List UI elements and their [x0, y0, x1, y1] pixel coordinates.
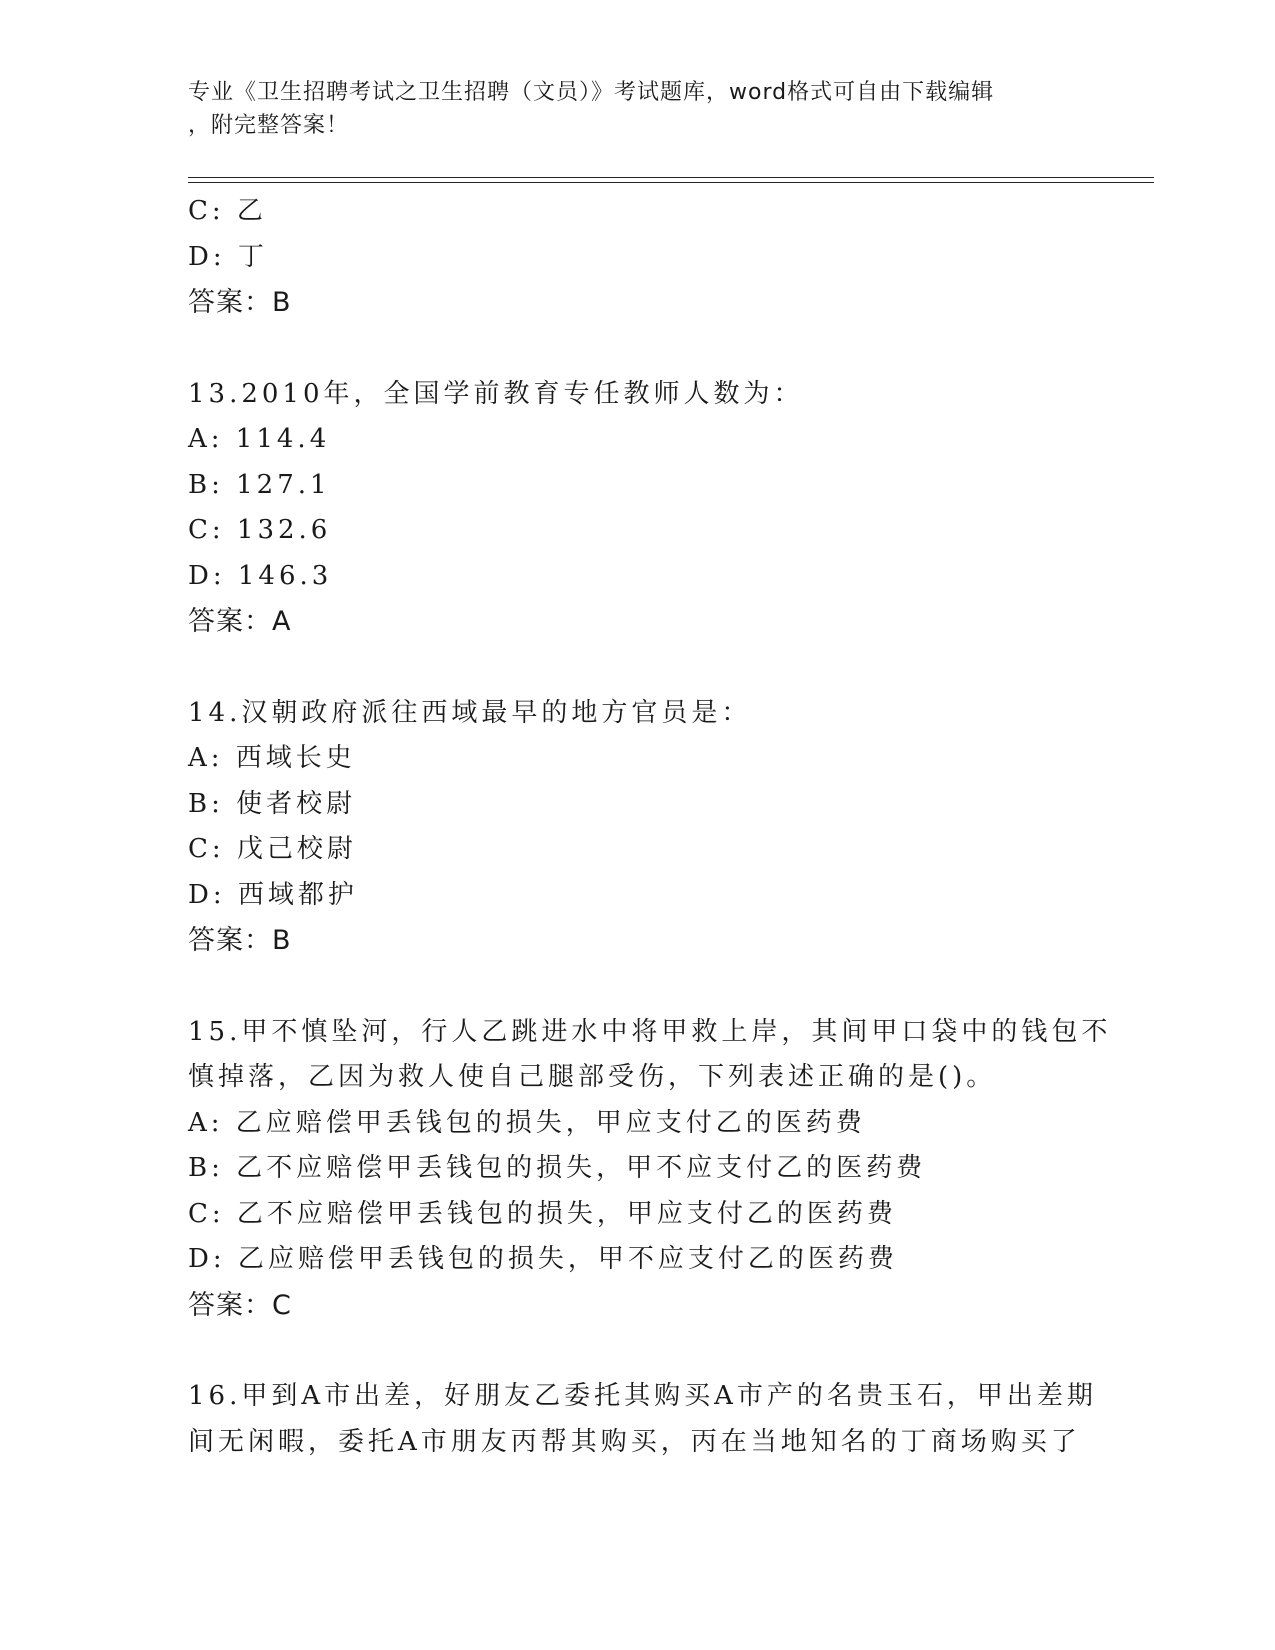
q12-answer: 答案：B: [188, 287, 292, 318]
q15-stem-line-2: 慎掉落，乙因为救人使自己腿部受伤，下列表述正确的是()。: [188, 1062, 997, 1092]
spacer: [188, 1328, 1088, 1374]
question-12-block: [188, 189, 1088, 326]
q15-option-a: A: 乙应赔偿甲丢钱包的损失，甲应支付乙的医药费: [188, 1107, 866, 1138]
q13-option-a: A: 114.4: [188, 424, 331, 454]
q15-option-c: C: 乙不应赔偿甲丢钱包的损失，甲应支付乙的医药费: [188, 1198, 897, 1229]
q14-answer: 答案：B: [188, 925, 292, 956]
question-16-block: [188, 1374, 1097, 1465]
q14-option-b: B: 使者校尉: [188, 788, 357, 819]
q13-option-c: C: 132.6: [188, 515, 332, 545]
question-15-block: [188, 1010, 1112, 1329]
spacer: [188, 964, 1088, 1010]
q15-answer: 答案：C: [188, 1289, 292, 1321]
q14-stem: 14.汉朝政府派往西域最早的地方官员是：: [188, 697, 752, 728]
question-14-block: [188, 691, 1088, 964]
header-rule-bottom: [188, 182, 1154, 183]
page-header: [188, 76, 1068, 142]
q15-option-d: D: 乙应赔偿甲丢钱包的损失，甲不应支付乙的医药费: [188, 1244, 898, 1274]
q13-option-d: D: 146.3: [188, 560, 333, 591]
header-title-line-1: 专业《卫生招聘考试之卫生招聘（文员）》考试题库，word格式可自由下载编辑: [188, 80, 995, 105]
q13-answer: 答案：A: [188, 606, 292, 637]
q14-option-a: A: 西域长史: [188, 743, 356, 773]
spacer: [188, 645, 1088, 691]
q13-stem: 13.2010年，全国学前教育专任教师人数为：: [188, 378, 804, 409]
header-title-line-2: ，附完整答案！: [188, 113, 350, 138]
q12-option-c: C: 乙: [188, 196, 267, 226]
spacer: [188, 326, 1088, 372]
q16-stem-line-2: 间无闲暇，委托A市朋友丙帮其购买，丙在当地知名的丁商场购买了: [188, 1426, 1081, 1457]
q14-option-c: C: 戊己校尉: [188, 834, 357, 864]
q12-option-d: D: 丁: [188, 241, 268, 272]
q14-option-d: D: 西域都护: [188, 879, 358, 910]
header-rule-top: [188, 177, 1154, 178]
q16-stem-line-1: 16.甲到A市出差，好朋友乙委托其购买A市产的名贵玉石，甲出差期: [188, 1381, 1097, 1411]
question-13-block: [188, 372, 1088, 645]
question-content: [188, 189, 1112, 1465]
q13-option-b: B: 127.1: [188, 469, 331, 500]
q15-option-b: B: 乙不应赔偿甲丢钱包的损失，甲不应支付乙的医药费: [188, 1153, 927, 1183]
q15-stem-line-1: 15.甲不慎坠河，行人乙跳进水中将甲救上岸，其间甲口袋中的钱包不: [188, 1016, 1112, 1047]
